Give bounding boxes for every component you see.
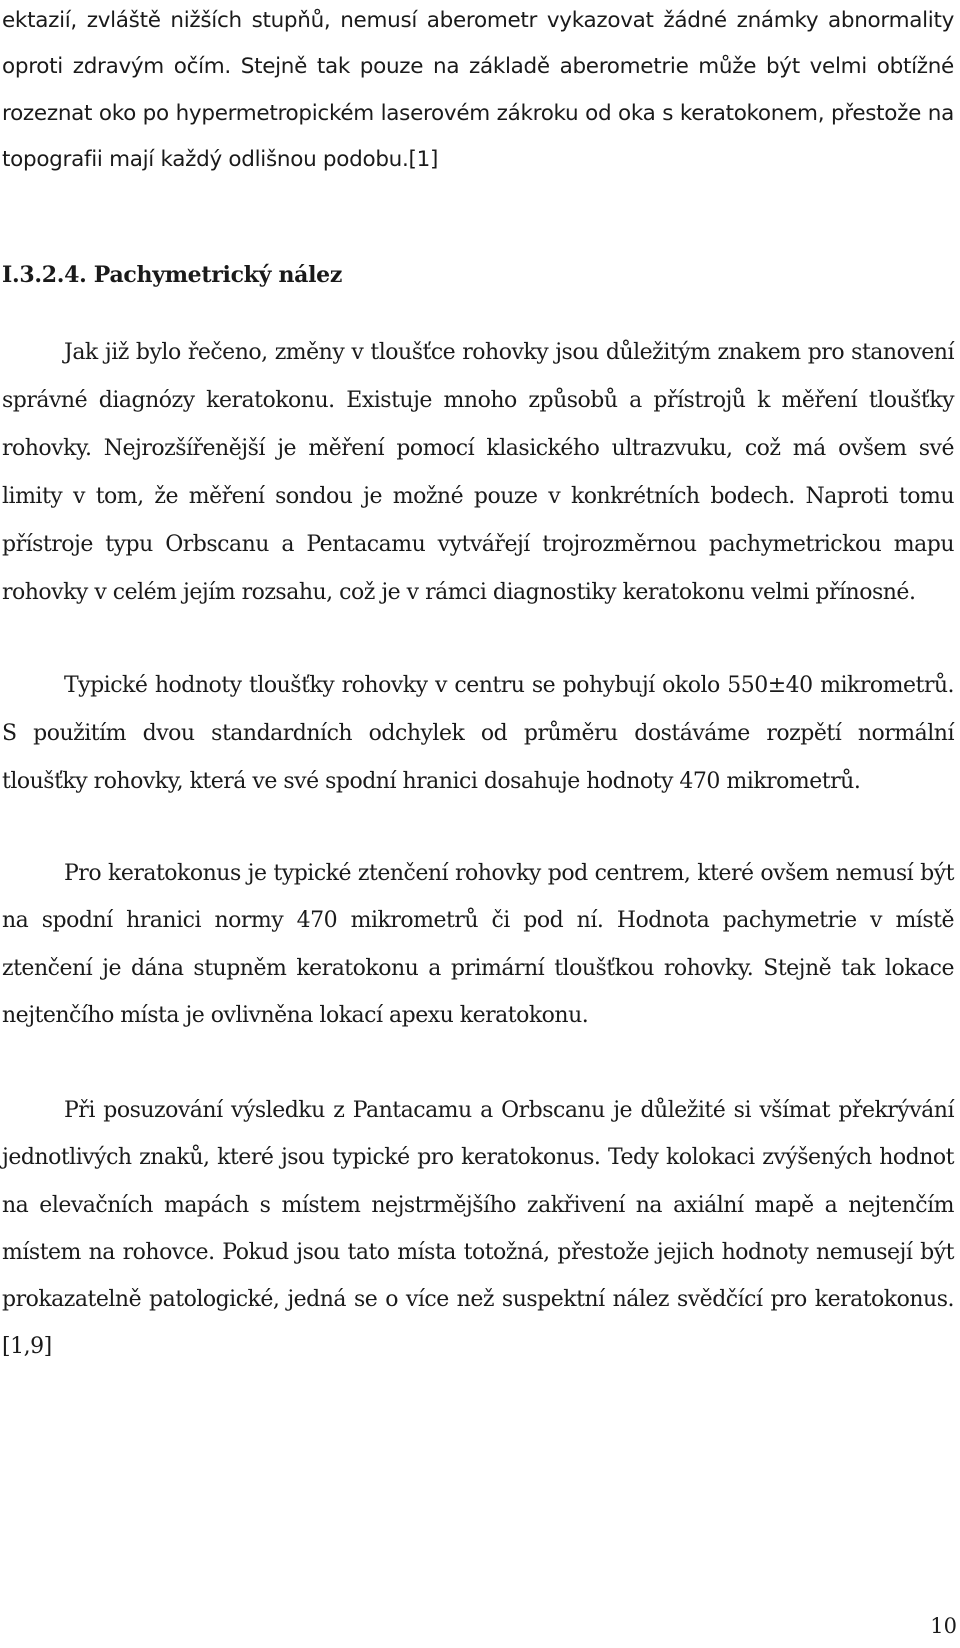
section-heading: I.3.2.4. Pachymetrický nález: [2, 262, 343, 288]
page-number: 10: [930, 1614, 957, 1638]
paragraph-pentacam-orbscan: Při posuzování výsledku z Pantacamu a Orbscanu je důležité si všímat překrývání jednotlivých znaků, které jsou typické pro keratokonus. Tedy kolokaci zvýšených hodnot na elevačních mapách s místem nejstrmějšího zakřivení na axiální mapě a nejtenčím místem na rohovce. Pokud jsou tato místa totožná, přestože jejich hodnoty nemusejí být prokazatelně patologické, jedná se o více než suspektní nález svědčící pro keratokonus.[1,9]: [2, 1098, 954, 1360]
paragraph-typical-values: Typické hodnoty tloušťky rohovky v centru se pohybují okolo 550±40 mikrometrů. S použitím dvou standardních odchylek od průměru dostáváme rozpětí normální tloušťky rohovky, která ve své spodní hranici dosahuje hodnoty 470 mikrometrů.: [2, 673, 954, 795]
paragraph-thickness-changes: Jak již bylo řečeno, změny v tloušťce rohovky jsou důležitým znakem pro stanovení správné diagnózy keratokonu. Existuje mnoho způsobů a přístrojů k měření tloušťky rohovky. Nejrozšířenější je měření pomocí klasického ultrazvuku, což má ovšem své limity v tom, že měření sondou je možné pouze v konkrétních bodech. Naproti tomu přístroje typu Orbscanu a Pentacamu vytvářejí trojrozměrnou pachymetrickou mapu rohovky v celém jejím rozsahu, což je v rámci diagnostiky keratokonu velmi přínosné.: [2, 340, 954, 606]
intro-paragraph: ektazií, zvláště nižších stupňů, nemusí aberometr vykazovat žádné známky abnormality oproti zdravým očím. Stejně tak pouze na základě aberometrie může být velmi obtížné rozeznat oko po hypermetropickém laserovém zákroku od oka s keratokonem, přestože na topografii mají každý odlišnou podobu.[1]: [2, 8, 954, 172]
paragraph-keratoconus-thinning: Pro keratokonus je typické ztenčení rohovky pod centrem, které ovšem nemusí být na spodní hranici normy 470 mikrometrů či pod ní. Hodnota pachymetrie v místě ztenčení je dána stupněm keratokonu a primární tloušťkou rohovky. Stejně tak lokace nejtenčího místa je ovlivněna lokací apexu keratokonu.: [2, 861, 954, 1028]
